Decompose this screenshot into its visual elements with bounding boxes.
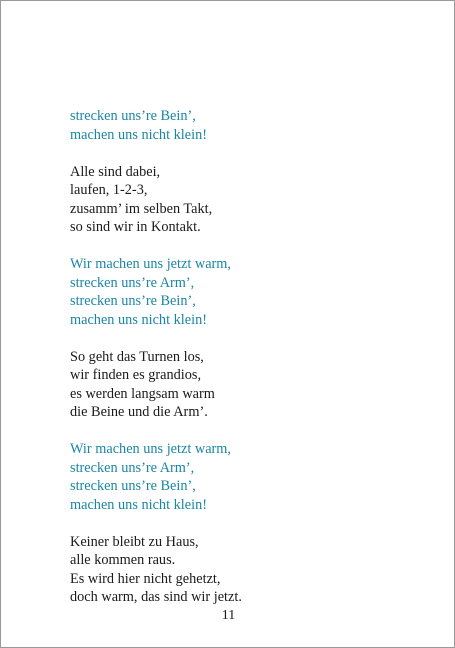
poem-line: machen uns nicht klein! bbox=[70, 126, 207, 143]
poem-line: strecken uns’re Arm’, bbox=[70, 459, 195, 476]
poem-line: machen uns nicht klein! bbox=[70, 311, 207, 328]
stanza-4-verse bbox=[70, 348, 430, 422]
poem-line: So geht das Turnen los, bbox=[70, 348, 204, 365]
stanza-1-chorus bbox=[70, 107, 430, 144]
poem-line: zusamm’ im selben Takt, bbox=[70, 200, 213, 217]
poem-line: Wir machen uns jetzt warm, bbox=[70, 441, 232, 457]
stanza-5-chorus bbox=[70, 440, 430, 514]
poem-line: laufen, 1-2-3, bbox=[70, 182, 148, 198]
poem-line: strecken uns’re Bein’, bbox=[70, 478, 196, 494]
poem-line: strecken uns’re Bein’, bbox=[70, 108, 196, 124]
poem-line: Keiner bleibt zu Haus, bbox=[70, 533, 199, 550]
stanza-6-verse bbox=[70, 533, 430, 607]
poem-line: strecken uns’re Bein’, bbox=[70, 293, 196, 309]
poem-line: machen uns nicht klein! bbox=[70, 496, 207, 513]
poem-line: es werden langsam warm bbox=[70, 385, 215, 402]
stanza-2-verse bbox=[70, 163, 430, 237]
poem-line: so sind wir in Kontakt. bbox=[70, 219, 201, 235]
poem-line: Wir machen uns jetzt warm, bbox=[70, 256, 232, 272]
poem-line: wir finden es grandios, bbox=[70, 367, 202, 383]
page-number: 11 bbox=[221, 608, 236, 623]
poem-line: doch warm, das sind wir jetzt. bbox=[70, 589, 242, 605]
poem-line: Es wird hier nicht gehetzt, bbox=[70, 570, 221, 587]
stanza-3-chorus bbox=[70, 255, 430, 329]
poem-line: die Beine und die Arm’. bbox=[70, 404, 208, 420]
poem-line: Alle sind dabei, bbox=[70, 163, 161, 180]
poem-line: alle kommen raus. bbox=[70, 552, 176, 568]
poem bbox=[70, 107, 430, 625]
poem-line: strecken uns’re Arm’, bbox=[70, 274, 195, 291]
